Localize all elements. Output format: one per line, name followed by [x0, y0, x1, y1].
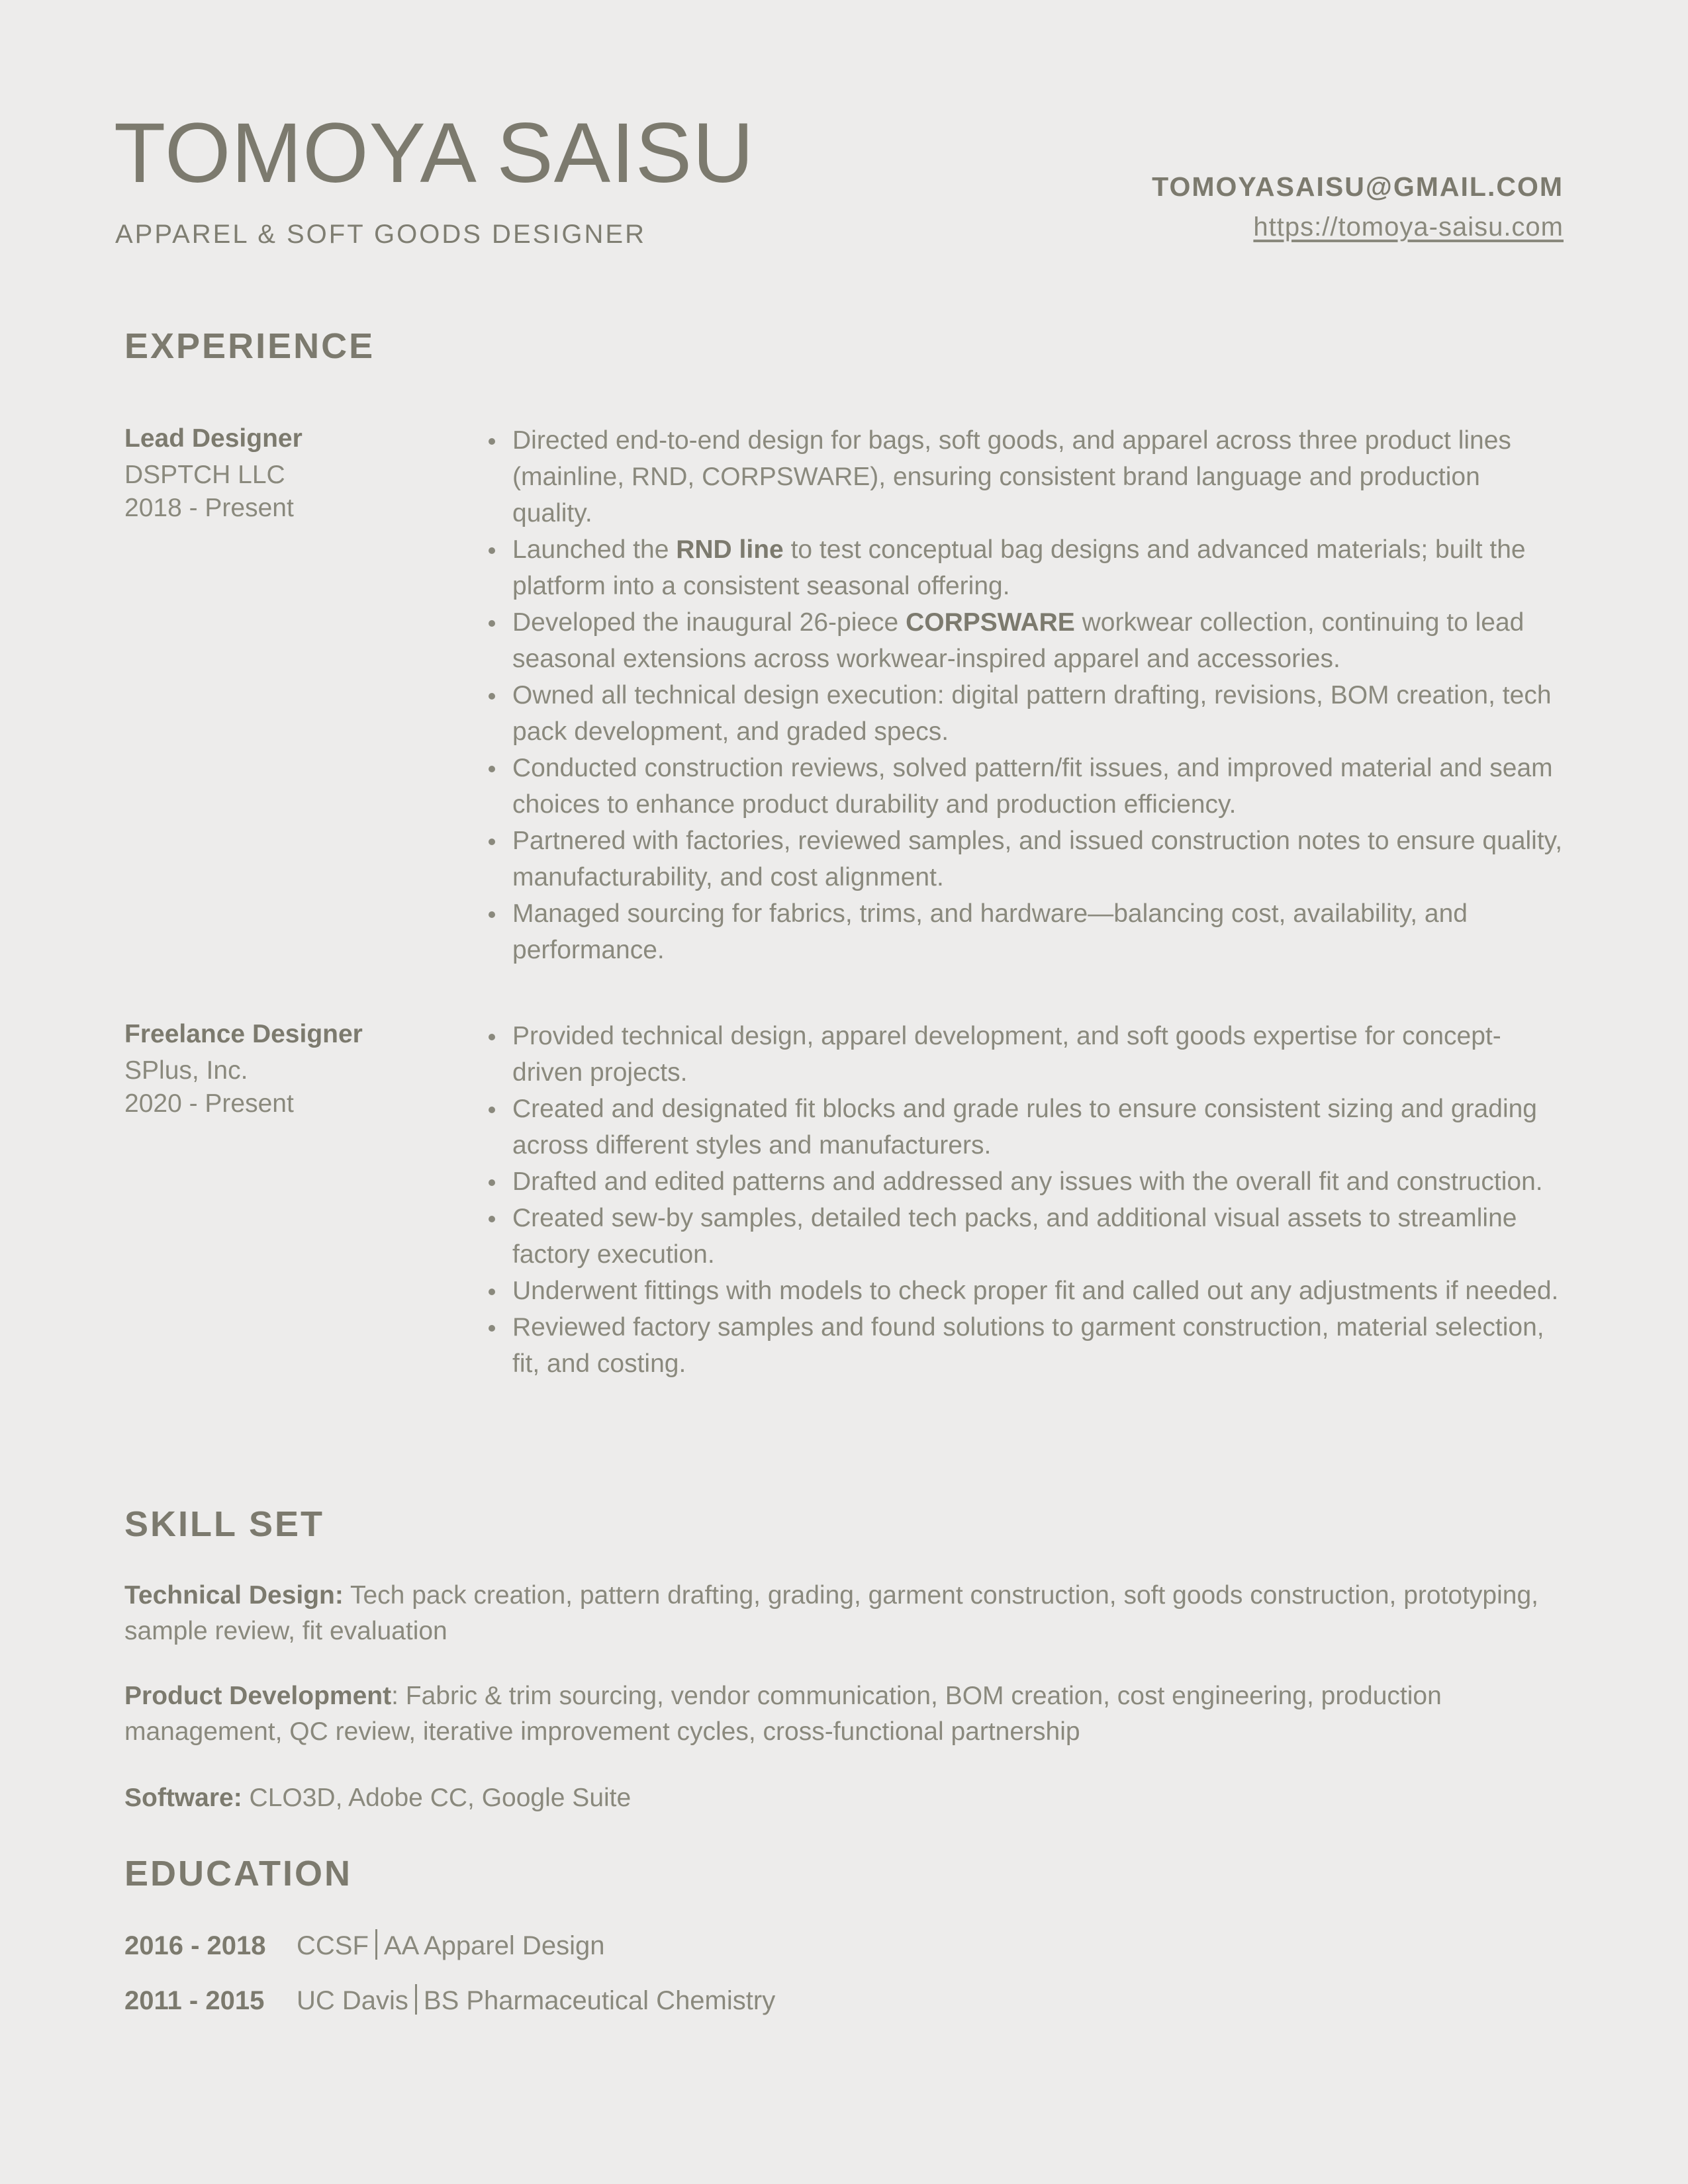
bullet-item: Created sew-by samples, detailed tech packs, and additional visual assets to streamline factory execution.: [512, 1200, 1565, 1273]
job-role: Freelance Designer: [124, 1020, 363, 1048]
candidate-title: APPAREL & SOFT GOODS DESIGNER: [115, 220, 646, 249]
bullet-item: Directed end-to-end design for bags, soft goods, and apparel across three product lines (mainline, RND, CORPSWARE), ensuring consistent brand language and production quality.: [512, 422, 1565, 531]
skill-label: Product Development: [124, 1682, 392, 1710]
job-bullets: [512, 422, 1565, 968]
candidate-name: TOMOYA SAISU: [114, 106, 755, 201]
education-school: UC Davis: [297, 1986, 408, 2015]
job-company: SPlus, Inc.: [124, 1056, 248, 1085]
bullet-item: Managed sourcing for fabrics, trims, and hardware—balancing cost, availability, and performance.: [512, 895, 1565, 968]
skill-text: : Fabric & trim sourcing, vendor communication, BOM creation, cost engineering, production management, QC review, iterative improvement cycles, cross-functional partnership: [124, 1682, 1442, 1746]
email-address: TOMOYASAISU@GMAIL.COM: [1152, 171, 1564, 202]
job-role: Lead Designer: [124, 424, 303, 453]
bullet-item: Partnered with factories, reviewed samples, and issued construction notes to ensure quality, manufacturability, and cost alignment.: [512, 823, 1565, 895]
bullet-item: Launched the RND line to test conceptual bag designs and advanced materials; built the platform into a consistent seasonal offering.: [512, 531, 1565, 604]
job-meta: [124, 1018, 442, 1121]
job-dates: 2020 - Present: [124, 1089, 294, 1118]
education-school: CCSF: [297, 1931, 369, 1960]
contact-block: [1152, 171, 1564, 242]
bullet-item: Developed the inaugural 26-piece CORPSWARE workwear collection, continuing to lead seasonal extensions across workwear-inspired apparel and accessories.: [512, 604, 1565, 677]
education-heading: EDUCATION: [124, 1854, 352, 1893]
skill-entry: [124, 1678, 1564, 1750]
skill-entry: [124, 1578, 1564, 1649]
bullet-item: Provided technical design, apparel development, and soft goods expertise for concept-driven projects.: [512, 1018, 1565, 1091]
job-dates: 2018 - Present: [124, 494, 294, 523]
bullet-item: Owned all technical design execution: digital pattern drafting, revisions, BOM creation, tech pack development, and graded specs.: [512, 677, 1565, 750]
divider: [375, 1929, 377, 1960]
job-bullets: [512, 1018, 1565, 1382]
job-meta: [124, 422, 442, 525]
bullet-item: Drafted and edited patterns and addressed any issues with the overall fit and construction.: [512, 1163, 1565, 1200]
education-years: 2016 - 2018: [124, 1931, 266, 1960]
experience-heading: EXPERIENCE: [124, 326, 375, 366]
skills-heading: SKILL SET: [124, 1504, 325, 1544]
education-entry: [124, 1984, 775, 2016]
education-years: 2011 - 2015: [124, 1986, 265, 2015]
divider: [415, 1984, 417, 2015]
bullet-item: Conducted construction reviews, solved pattern/fit issues, and improved material and seam choices to enhance product durability and production efficiency.: [512, 750, 1565, 823]
education-entry: [124, 1929, 604, 1961]
bullet-item: Underwent fittings with models to check proper fit and called out any adjustments if needed.: [512, 1273, 1565, 1309]
skill-label: Technical Design:: [124, 1581, 344, 1610]
website-link[interactable]: https://tomoya-saisu.com: [1253, 212, 1564, 242]
job-company: DSPTCH LLC: [124, 460, 285, 489]
education-degree: AA Apparel Design: [383, 1931, 605, 1960]
skill-text: Tech pack creation, pattern drafting, grading, garment construction, soft goods construction, prototyping, sample review, fit evaluation: [124, 1581, 1538, 1645]
education-degree: BS Pharmaceutical Chemistry: [423, 1986, 776, 2015]
bullet-item: Created and designated fit blocks and grade rules to ensure consistent sizing and grading across different styles and manufacturers.: [512, 1091, 1565, 1163]
skill-label: Software:: [124, 1784, 242, 1812]
bullet-item: Reviewed factory samples and found solutions to garment construction, material selection, fit, and costing.: [512, 1309, 1565, 1382]
skill-text: CLO3D, Adobe CC, Google Suite: [242, 1784, 632, 1812]
skill-entry: [124, 1780, 1564, 1816]
